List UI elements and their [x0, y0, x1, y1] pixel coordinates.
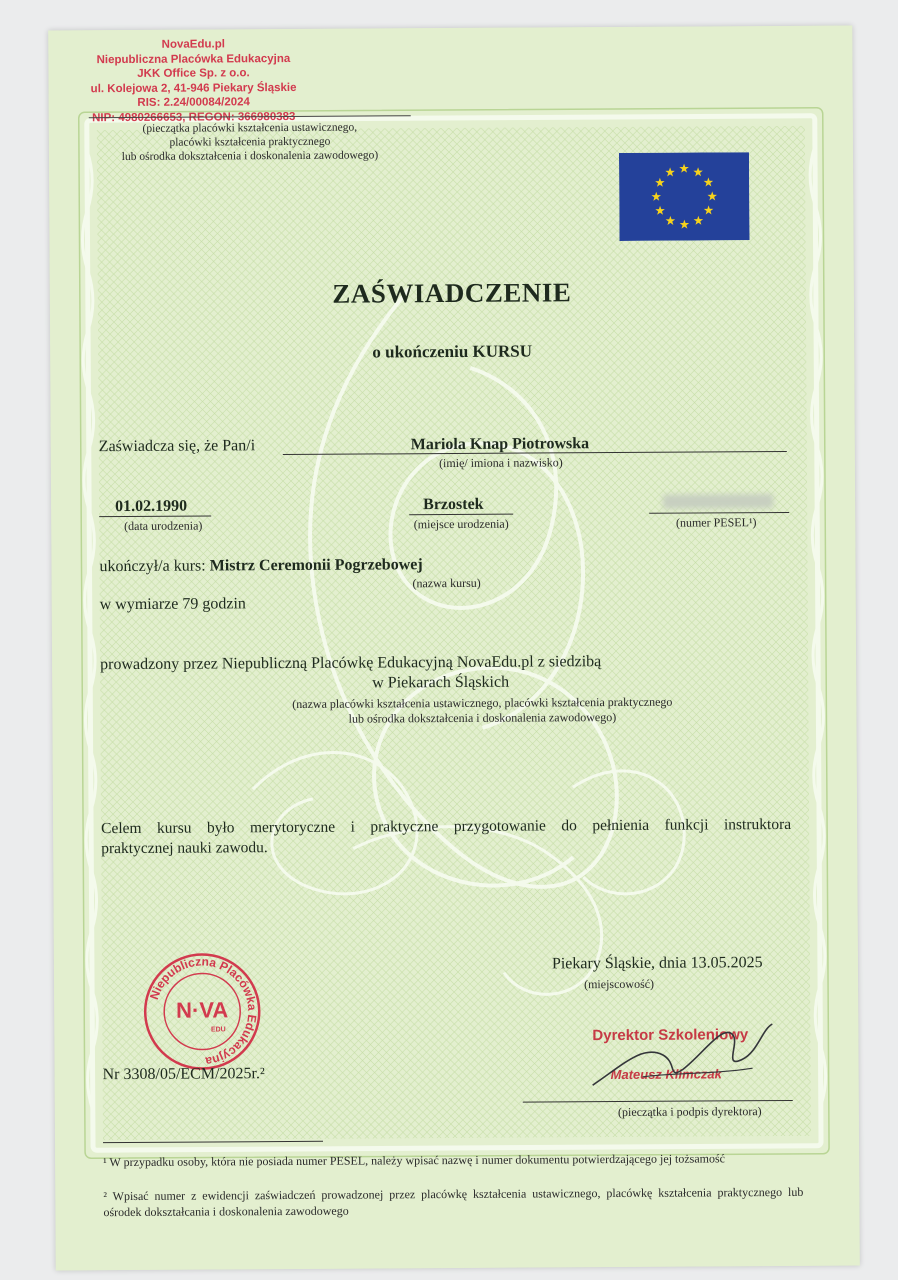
purpose-line-2: praktycznej nauki zawodu.	[101, 839, 268, 858]
stamp-caption	[89, 120, 411, 164]
course-line	[99, 556, 422, 576]
round-stamp-ring-text: Niepubliczna Placówka Edukacyjna	[147, 954, 260, 1069]
birth-date: 01.02.1990	[115, 497, 188, 516]
pesel-redacted	[663, 494, 773, 509]
signature-role: Dyrektor Szkoleniowy	[592, 1026, 749, 1045]
certificate-number: Nr 3308/05/ECM/2025r.²	[102, 1065, 265, 1084]
stamp-line-1: NovaEdu.pl	[161, 38, 225, 51]
provider-note-1: (nazwa placówki kształcenia ustawicznego, placówki kształcenia praktycznego	[292, 694, 673, 711]
stamp-caption-line-1: (pieczątka placówki kształcenia ustawicznego,	[142, 121, 358, 135]
person-name: Mariola Knap Piotrowska	[410, 435, 590, 454]
stamp-caption-line-3: lub ośrodka dokształcenia i doskonalenia zawodowego)	[121, 149, 379, 164]
provider-line-1: prowadzony przez Niepubliczną Placówkę Edukacyjną NovaEdu.pl z siedzibą	[100, 653, 602, 674]
eu-flag-icon	[619, 152, 750, 241]
stamp-line-2: Niepubliczna Placówka Edukacyjna	[96, 52, 291, 66]
round-stamp-logo: N·VA	[176, 997, 229, 1023]
place-date: Piekary Śląskie, dnia 13.05.2025	[551, 954, 763, 973]
stamp-line-6: NIP: 4980266653, REGON: 366980383	[92, 110, 296, 124]
place-note: (miejscowość)	[584, 976, 655, 992]
round-stamp-logo-sub: EDU	[210, 1026, 226, 1034]
round-stamp	[142, 951, 263, 1072]
stamp-line-5: RIS: 2.24/00084/2024	[137, 96, 250, 109]
signature-caption: (pieczątka i podpis dyrektora)	[617, 1104, 762, 1120]
signature-name: Mateusz Klimczak	[610, 1066, 722, 1083]
birth-place: Brzostek	[423, 495, 484, 514]
birth-place-note: (miejsce urodzenia)	[413, 516, 509, 532]
footnote-2: ² Wpisać numer z ewidencji zaświadczeń prowadzonej przez placówkę kształcenia ustawicznego, placówkę kształcenia praktycznego lub ośrodek dokształcania i doskonalenia zawodowego	[103, 1184, 804, 1220]
stamp-line-3: JKK Office Sp. z o.o.	[137, 67, 250, 80]
person-intro: Zaświadcza się, że Pan/i	[98, 437, 256, 456]
institution-header-stamp	[88, 37, 299, 125]
certificate-title: ZAŚWIADCZENIE	[332, 277, 572, 309]
footnote-1: ¹ W przypadku osoby, która nie posiada numer PESEL, należy wpisać nazwę i numer dokumentu potwierdzającego jej tożsamość	[103, 1151, 726, 1170]
handwritten-signature	[582, 1014, 782, 1095]
course-name-note: (nazwa kursu)	[412, 575, 481, 591]
provider-note-2: lub ośrodka dokształcenia i doskonalenia zawodowego)	[348, 710, 617, 726]
certificate-sheet	[48, 26, 860, 1271]
birth-date-note: (data urodzenia)	[124, 518, 203, 534]
course-intro: ukończył/a kurs:	[99, 557, 206, 576]
certificate-subtitle: o ukończeniu KURSU	[372, 341, 533, 362]
course-duration: w wymiarze 79 godzin	[99, 595, 246, 614]
pesel-note: (numer PESEL¹)	[675, 515, 757, 530]
course-name: Mistrz Ceremonii Pogrzebowej	[209, 556, 423, 575]
provider-line-2: w Piekarach Śląskich	[372, 673, 510, 692]
stamp-line-4: ul. Kolejowa 2, 41-946 Piekary Śląskie	[90, 81, 297, 95]
name-note: (imię/ imiona i nazwisko)	[438, 455, 563, 471]
stamp-caption-line-2: placówki kształcenia praktycznego	[169, 135, 331, 149]
purpose-line-1: Celem kursu było merytoryczne i praktyczne przygotowanie do pełnienia funkcji instruktora	[101, 815, 792, 838]
